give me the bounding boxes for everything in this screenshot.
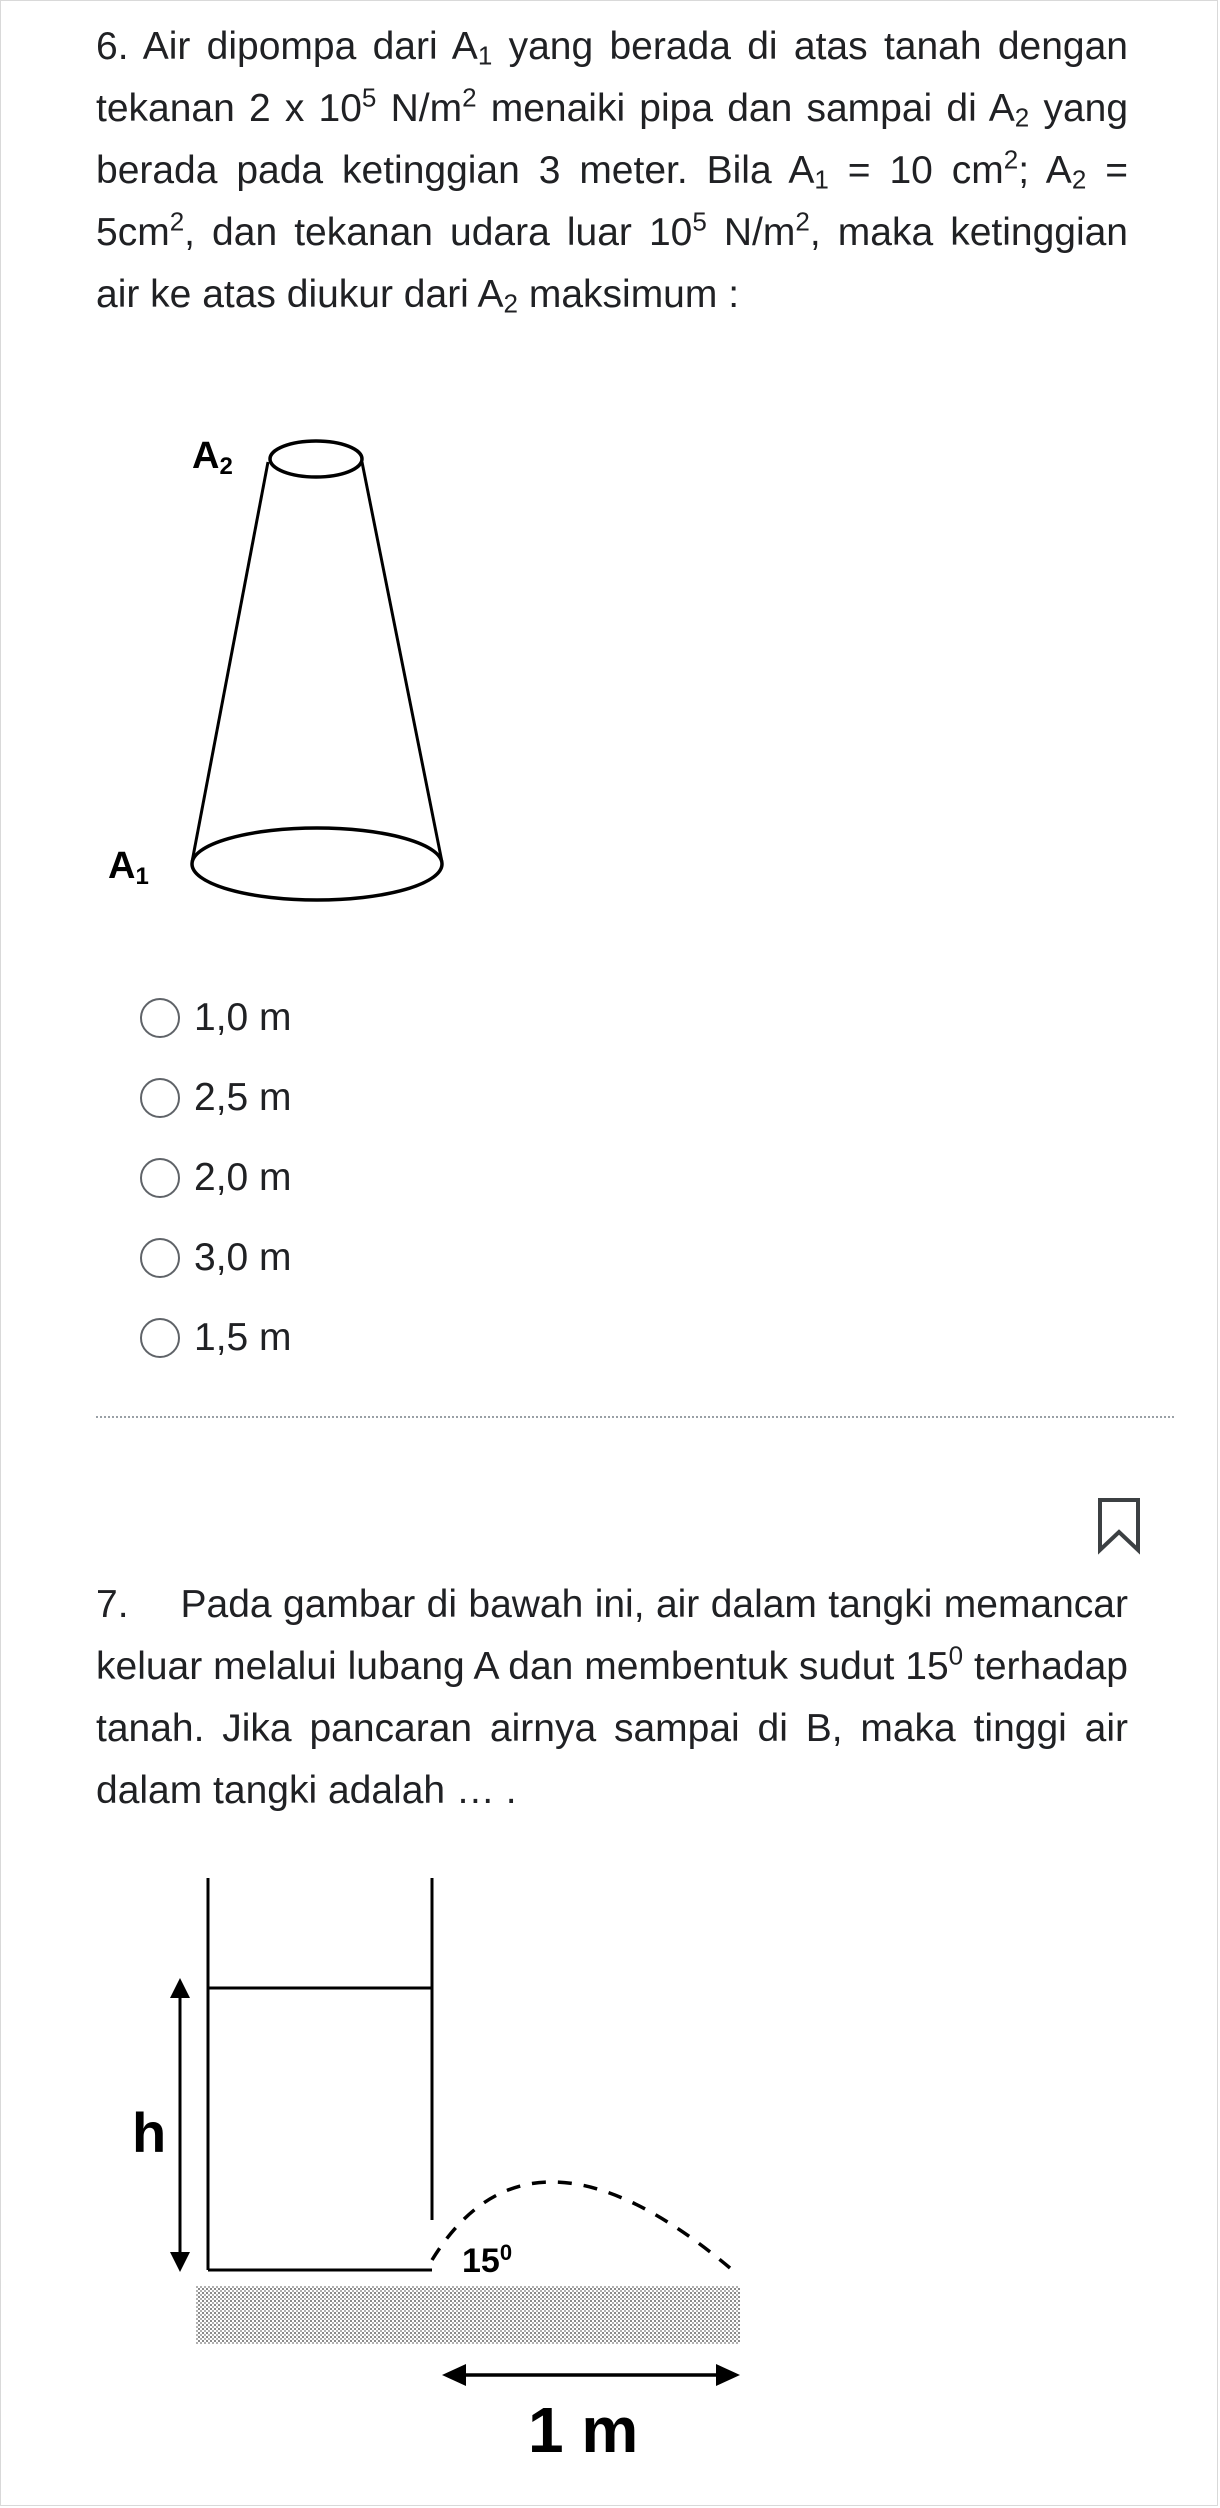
answer-options	[140, 978, 292, 1378]
radio-icon[interactable]	[140, 1158, 180, 1198]
option-label: 2,0 m	[194, 1156, 292, 1199]
cone-bottom-opening	[192, 828, 442, 900]
bookmark-icon[interactable]	[1094, 1496, 1144, 1556]
height-arrow-top-head	[170, 1978, 190, 1998]
option-2[interactable]	[140, 1058, 292, 1138]
radio-icon[interactable]	[140, 1078, 180, 1118]
distance-arrow-right-head	[716, 2364, 740, 2386]
angle-label: $15^0$	[462, 2240, 513, 2280]
option-3[interactable]	[140, 1138, 292, 1218]
radio-icon[interactable]	[140, 1318, 180, 1358]
option-5[interactable]	[140, 1298, 292, 1378]
label-a2: A2	[192, 435, 233, 480]
radio-icon[interactable]	[140, 998, 180, 1038]
option-label: 1,0 m	[194, 996, 292, 1039]
height-label: h	[132, 2101, 167, 2164]
option-label: 1,5 m	[194, 1316, 292, 1359]
question-divider	[96, 1416, 1174, 1418]
question-6-text: 6. Air dipompa dari $A_1$ yang berada di atas tanah dengan tekanan 2 x $10^5$ $N/m^2$ menaiki pipa dan sampai di $A_2$ yang berada pada ketinggian 3 meter. Bila $A_1 = 10$ $cm^2$; $A_2 = 5cm^2$, dan tekanan udara luar $10^5$ $N/m^2$, maka ketinggian air ke atas diukur dari $A_2$ maksimum :	[96, 25, 1129, 319]
option-label: 2,5 m	[194, 1076, 292, 1119]
option-1[interactable]	[140, 978, 292, 1058]
ground	[196, 2286, 740, 2344]
distance-label: 1 m	[528, 2394, 639, 2460]
cone-left-edge	[192, 462, 268, 862]
cone-right-edge	[362, 462, 442, 862]
cone-pipe-figure	[96, 400, 476, 930]
distance-arrow-left-head	[442, 2364, 466, 2386]
option-4[interactable]	[140, 1218, 292, 1298]
water-tank-figure	[110, 1860, 770, 2460]
height-arrow-bottom-head	[170, 2252, 190, 2272]
option-label: 3,0 m	[194, 1236, 292, 1279]
question-7-text: 7. Pada gambar di bawah ini, air dalam tangki memancar keluar melalui lubang A dan membentuk sudut $15^0$ terhadap tanah. Jika pancaran airnya sampai di B, maka tinggi air dalam tangki adalah … .	[96, 1583, 1128, 1812]
label-a1: A1	[108, 845, 149, 890]
cone-top-opening	[270, 441, 362, 477]
radio-icon[interactable]	[140, 1238, 180, 1278]
